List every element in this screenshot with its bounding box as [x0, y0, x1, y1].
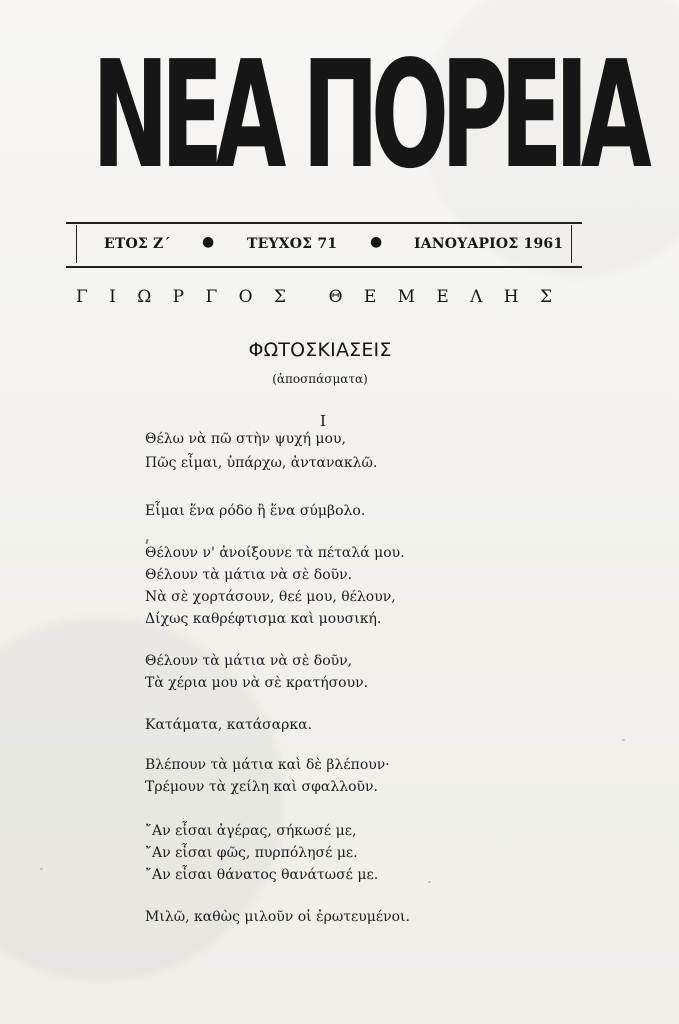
author-letter: Ρ: [172, 287, 185, 307]
poem-line: ῎Αν εἶσαι θάνατος θανάτωσέ με.: [145, 867, 379, 883]
poem-line: Εἶμαι ἕνα ρόδο ἢ ἕνα σύμβολο.: [145, 503, 366, 519]
poem-subtitle: (ἀποσπάσματα): [272, 372, 368, 386]
issue-number: ΤΕΥΧΟΣ 71: [247, 236, 338, 252]
author-name: [76, 287, 552, 307]
issue-date: ΙΑΝΟΥΑΡΙΟΣ 1961: [414, 236, 564, 252]
poem-line: Νὰ σὲ χορτάσουν, θεέ μου, θέλουν,: [145, 589, 396, 605]
author-letter: Ω: [137, 287, 152, 307]
poem-line: Θέλουν τὰ μάτια νὰ σὲ δοῦν,: [145, 653, 353, 669]
author-letter: Ο: [238, 287, 253, 307]
scan-mark: [145, 539, 148, 544]
issue-header-top-rule: [66, 222, 582, 224]
author-letter: Γ: [205, 287, 218, 307]
poem-title: ΦΩΤΟΣΚΙΑΣΕΙΣ: [248, 339, 392, 361]
poem-line: Θέλουν ν' ἀνοίξουνε τὰ πέταλά μου.: [145, 545, 405, 561]
poem-line: Πῶς εἶμαι, ὑπάρχω, ἀντανακλῶ.: [145, 455, 378, 471]
poem-line: Τὰ χέρια μου νὰ σὲ κρατήσουν.: [145, 675, 369, 691]
scan-speck: [40, 868, 43, 870]
poem-line: Θέλουν τὰ μάτια νὰ σὲ δοῦν.: [145, 567, 353, 583]
poem-section-number: I: [320, 412, 326, 430]
issue-header-left-bar: [76, 225, 77, 263]
poem-line: Κατάματα, κατάσαρκα.: [145, 717, 313, 733]
author-letter: Σ: [273, 287, 286, 307]
poem-line: Θέλω νὰ πῶ στὴν ψυχή μου,: [145, 431, 346, 447]
poem-line: Τρέμουν τὰ χείλη καὶ σφαλλοῦν.: [145, 779, 379, 795]
poem-line: Δίχως καθρέφτισμα καὶ μουσική.: [145, 611, 382, 627]
poem-line: ῎Αν εἶσαι ἀγέρας, σήκωσέ με,: [145, 823, 357, 839]
magazine-masthead: ΝΕΑ ΠΟΡΕΙΑ: [92, 29, 644, 201]
author-letter: Θ: [328, 287, 343, 307]
author-letter: Ι: [109, 287, 116, 307]
author-letter: Μ: [397, 287, 416, 307]
author-letter: Ε: [436, 287, 449, 307]
author-letter: Η: [503, 287, 519, 307]
author-letter: Λ: [470, 287, 483, 307]
issue-separator-bullet: ●: [202, 234, 215, 250]
author-letter: Σ: [539, 287, 552, 307]
poem-line: Μιλῶ, καθὼς μιλοῦν οἱ ἐρωτευμένοι.: [145, 909, 410, 925]
scan-speck: [622, 739, 625, 741]
poem-line: Βλέπουν τὰ μάτια καὶ δὲ βλέπουν·: [145, 757, 390, 773]
issue-header-band: [66, 222, 582, 266]
issue-header-bottom-rule: [66, 266, 582, 268]
author-letter: Γ: [76, 287, 88, 307]
issue-year: ΕΤΟΣ Ζ΄: [104, 236, 171, 252]
scan-speck: [428, 881, 431, 883]
author-letter: Ε: [363, 287, 377, 307]
issue-separator-bullet: ●: [370, 234, 383, 250]
issue-header-right-bar: [571, 225, 572, 263]
poem-line: ῎Αν εἶσαι φῶς, πυρπόλησέ με.: [145, 845, 358, 861]
